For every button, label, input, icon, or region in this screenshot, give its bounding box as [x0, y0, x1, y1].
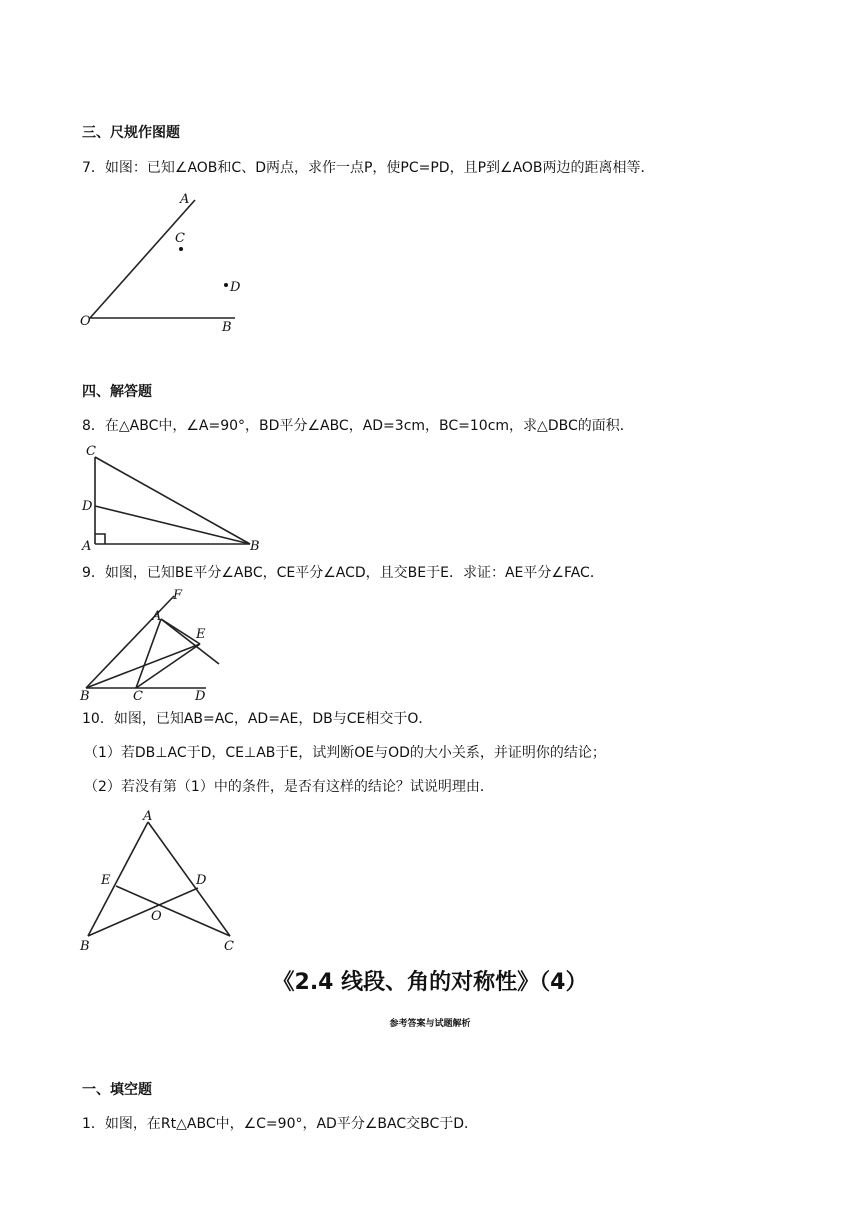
label-c: C	[133, 689, 143, 704]
segment-ce	[136, 644, 200, 688]
segment-bd	[95, 506, 250, 544]
label-o: O	[80, 314, 91, 329]
label-c: C	[86, 444, 96, 459]
side-cb	[95, 457, 250, 544]
label-b: B	[80, 939, 90, 954]
q7-angle-figure	[70, 185, 260, 335]
point-d	[224, 283, 228, 287]
question-8-text: 8．在△ABC中，∠A=90°，BD平分∠ABC，AD=3cm，BC=10cm，求△DBC的面积．	[82, 418, 634, 434]
label-a: A	[180, 192, 190, 207]
segment-be	[86, 644, 200, 688]
q10-figure	[74, 808, 254, 958]
segment-ca	[136, 619, 161, 688]
label-e: E	[101, 873, 111, 888]
answer-section-title: 《2.4 线段、角的对称性》（4）	[272, 970, 588, 995]
q8-triangle-figure	[78, 440, 278, 555]
question-1-text: 1．如图，在Rt△ABC中，∠C=90°，AD平分∠BAC交BC于D．	[82, 1116, 479, 1132]
q9-figure	[76, 586, 236, 706]
label-d: D	[82, 499, 93, 514]
label-b: B	[80, 689, 90, 704]
label-a: A	[82, 539, 92, 554]
right-angle-mark	[95, 534, 105, 544]
label-a: A	[152, 609, 162, 624]
section-1-heading: 一、填空题	[82, 1082, 152, 1098]
label-e: E	[196, 627, 206, 642]
ray-oa	[90, 200, 195, 318]
ray-ac-extended	[161, 619, 219, 664]
question-10-text: 10．如图，已知AB=AC，AD=AE，DB与CE相交于O．	[82, 711, 433, 727]
label-b: B	[222, 320, 232, 335]
question-7-text: 7．如图：已知∠AOB和C、D两点，求作一点P，使PC=PD，且P到∠AOB两边的距离相等．	[82, 160, 655, 176]
section-4-heading: 四、解答题	[82, 384, 152, 400]
label-b: B	[250, 539, 260, 554]
segment-ae	[161, 619, 200, 644]
label-o: O	[151, 909, 162, 924]
question-10-part-2: （2）若没有第（1）中的条件，是否有这样的结论？试说明理由．	[84, 779, 494, 795]
point-c	[179, 247, 183, 251]
label-c: C	[224, 939, 234, 954]
section-3-heading: 三、尺规作图题	[82, 125, 180, 141]
answer-section-subtitle: 参考答案与试题解析	[389, 1019, 471, 1029]
label-d: D	[195, 689, 206, 704]
question-10-part-1: （1）若DB⊥AC于D，CE⊥AB于E，试判断OE与OD的大小关系，并证明你的结论；	[84, 745, 606, 761]
label-d: D	[196, 873, 207, 888]
side-ab	[88, 822, 148, 936]
question-9-text: 9．如图，已知BE平分∠ABC，CE平分∠ACD，且交BE于E．求证：AE平分∠FAC．	[82, 565, 604, 581]
label-a: A	[143, 809, 153, 824]
label-c: C	[175, 231, 185, 246]
label-f: F	[173, 588, 183, 603]
segment-bd	[88, 888, 198, 936]
label-d: D	[230, 280, 241, 295]
